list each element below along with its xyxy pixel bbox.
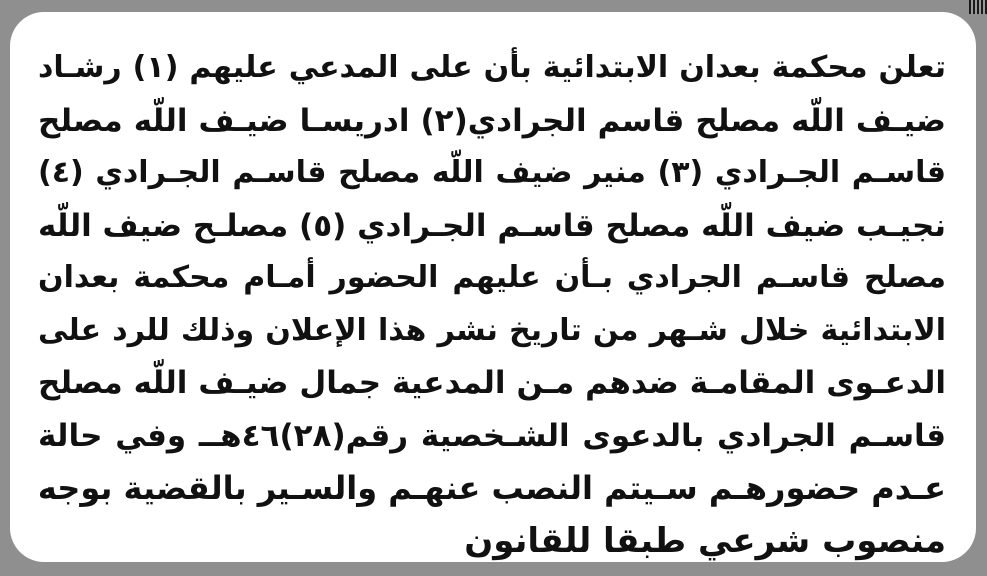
notice-line-2: ضيـف اللّه مصلح قاسم الجرادي(٢) ادريسـا ضيـف اللّه مصلح [38,102,946,139]
notice-line-4: نجيـب ضيف اللّه مصلح قاسـم الجـرادي (٥) مصلـح ضيف اللّه [38,207,946,244]
notice-text [38,42,946,567]
legal-notice-card [10,12,976,562]
notice-line-1: تعلن محكمة بعدان الابتدائية بأن على المدعي عليهم (١) رشـاد [38,50,946,85]
notice-line-9: عـدم حضورهـم سـيتم النصب عنهـم والسـير بالقضية بوجه [38,469,946,507]
corner-registration-mark [969,0,987,14]
notice-line-7: الدعـوى المقامـة ضدهم مـن المدعية جمال ضيـف اللّه مصلح [38,365,946,401]
notice-line-5: مصلح قاسـم الجرادي بـأن عليهم الحضور أمـام محكمة بعدان [38,260,946,295]
notice-line-6: الابتدائية خلال شـهر من تاريخ نشر هذا الإعلان وذلك للرد على [38,312,946,348]
notice-line-3: قاسـم الجـرادي (٣) منير ضيف اللّه مصلح قاسـم الجـرادي (٤) [38,155,946,190]
notice-line-8: قاسـم الجرادي بالدعوى الشـخصية رقم(٢٨)٤٦هــ وفي حالة [38,417,946,454]
notice-line-10: منصوب شرعي طبقا للقانون [464,520,946,561]
